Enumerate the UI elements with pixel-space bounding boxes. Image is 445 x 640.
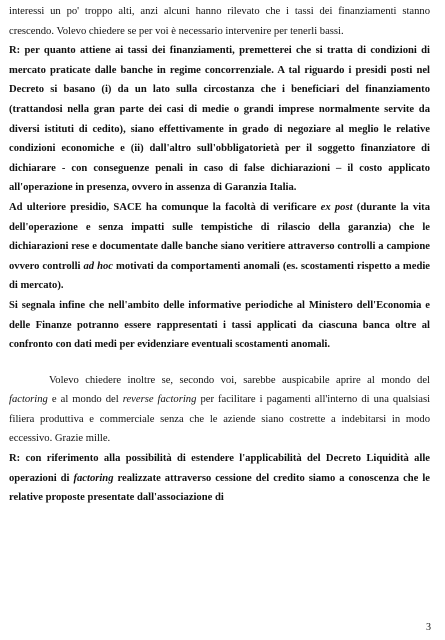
answer1-p2-end: motivati da comportamenti anomali (es. scostamenti rispetto a medie di mercato). xyxy=(9,260,430,292)
question2-text-3: per facilitare i pagamenti all'interno di una qualsiasi filiera produttiva e commerciale senza che le aziende siano costrette a indebitarsi in modo eccessivo. Grazie mille. xyxy=(9,394,431,445)
answer1-p2-ex-post: ex post xyxy=(320,201,353,213)
answer1-p2-middle: (durante la vita dell'operazione e senza impatti sulle tempistiche di rilascio della garanzia) che le dichiarazioni rese e documentate dalle banche siano veritiere attraverso controlli a campione ovvero controlli xyxy=(9,201,431,272)
answer1-p2-start: Ad ulteriore presidio, SACE ha comunque la facoltà di verificare xyxy=(9,201,321,213)
answer1-paragraph-2 xyxy=(9,198,430,296)
intro-paragraph: interessi un po' troppo alti, anzi alcuni hanno rilevato che i tassi dei finanziamenti stanno crescendo. Volevo chiedere se per voi è necessario intervenire per tenerli bassi. xyxy=(9,6,430,37)
question2-text-2: e al mondo del xyxy=(47,394,123,406)
question2-reverse-factoring: reverse factoring xyxy=(122,394,197,406)
answer2-factoring: factoring xyxy=(73,472,114,484)
question2-factoring: factoring xyxy=(9,394,48,406)
answer1-p2-ad-hoc: ad hoc xyxy=(83,260,114,272)
question2-paragraph xyxy=(9,371,430,449)
answer1-paragraph-1: R: per quanto attiene ai tassi dei finanziamenti, premetterei che si tratta di condizioni di mercato praticate dalle banche in regime concorrenziale. A tal riguardo i presidi posti nel Decreto si basano (i) da un lato sulla circostanza che i beneficiari del finanziamento (trattandosi nella gran parte dei casi di medie o grandi imprese normalmente servite da diversi istituti di cedito), siano effettivamente in grado di negoziare al meglio le relative condizioni economiche e (ii) dall'altro sull'obbligatorietà per il soggetto finanziatore di dichiarare - con conseguenze penali in caso di false dichiarazioni – il costo applicato all'operazione in presenza, ovvero in assenza di Garanzia Italia. xyxy=(9,45,430,194)
question2-text-1: Volevo chiedere inoltre se, secondo voi, sarebbe auspicabile aprire al mondo del xyxy=(49,374,430,386)
answer2-text-1: R: con riferimento alla possibilità di estendere l'applicabilità del Decreto Liquidità alle operazioni di xyxy=(9,453,430,484)
page-number: 3 xyxy=(426,622,431,633)
answer2-text-2: realizzate attraverso cessione del credito siamo a conoscenza che le relative proposte presentate dall'associazione di xyxy=(9,472,430,504)
answer2-paragraph xyxy=(9,449,430,508)
answer1-paragraph-3: Si segnala infine che nell'ambito delle informative periodiche al Ministero dell'Economia e delle Finanze potranno essere rappresentati i tassi applicati da ciascuna banca oltre al confronto con dati medi per evidenziare eventuali scostamenti anomali. xyxy=(9,299,430,351)
